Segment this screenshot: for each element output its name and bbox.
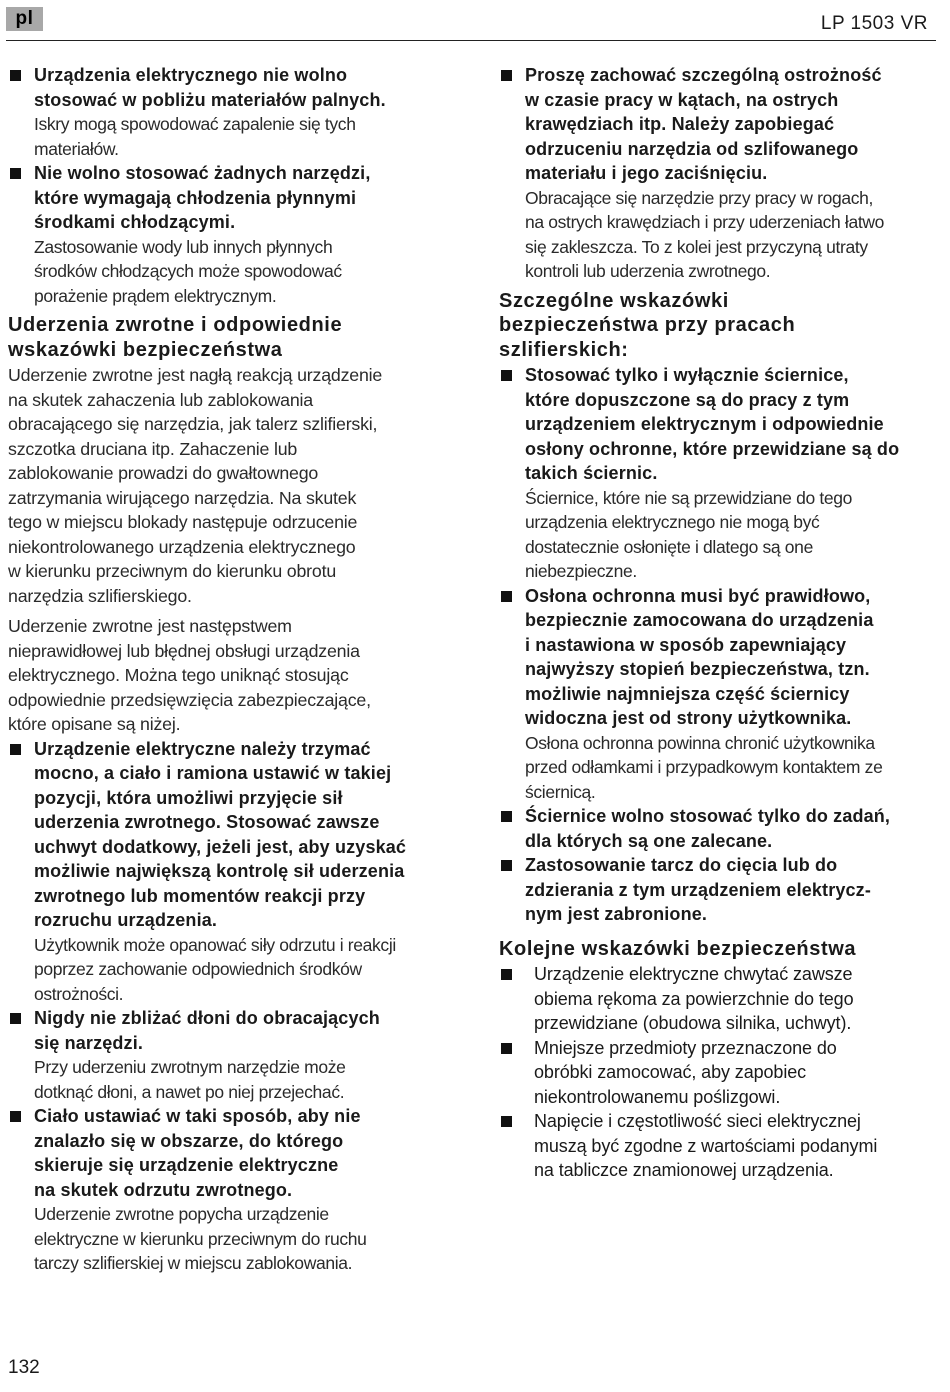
- text-line: Uderzenie zwrotne jest nagłą reakcją urządzenie: [8, 365, 383, 385]
- text-line: Proszę zachować szczególną ostrożność: [525, 65, 882, 85]
- item-bold-text: [34, 737, 440, 933]
- text-line: szlifierskich:: [499, 338, 629, 361]
- square-bullet-icon: [501, 811, 512, 822]
- item-explanation: [34, 933, 440, 1007]
- paragraph: [8, 363, 440, 608]
- header-divider: [6, 40, 936, 41]
- item-text: [534, 1109, 931, 1183]
- text-line: niekontrolowanego urządzenia elektrycznego: [8, 536, 356, 557]
- text-line: obróbki zamocować, aby zapobiec: [534, 1062, 807, 1082]
- text-line: znalazło się w obszarze, do którego: [34, 1130, 344, 1151]
- text-line: Zastosowanie wody lub innych płynnych: [34, 236, 333, 257]
- text-line: elektrycznego. Można tego uniknąć stosując: [8, 665, 349, 685]
- item-bold-text: [34, 161, 440, 235]
- text-line: materiałów.: [34, 138, 119, 159]
- square-bullet-icon: [10, 168, 21, 179]
- text-line: dla których są one zalecane.: [525, 830, 773, 851]
- text-line: Stosować tylko i wyłącznie ściernice,: [525, 365, 849, 385]
- text-line: Nigdy nie zbliżać dłoni do obracających: [34, 1008, 380, 1028]
- text-line: w czasie pracy w kątach, na ostrych: [525, 89, 839, 110]
- safety-item: [8, 1006, 440, 1104]
- text-line: na ostrych krawędziach i przy uderzeniach łatwo: [525, 212, 885, 232]
- safety-item: [499, 853, 931, 927]
- item-explanation: [34, 112, 440, 161]
- text-line: Ściernice, które nie są przewidziane do tego: [525, 487, 853, 508]
- text-line: Urządzenie elektryczne należy trzymać: [34, 738, 371, 759]
- item-bold-text: [525, 63, 931, 186]
- item-explanation: [525, 731, 931, 805]
- square-bullet-icon: [501, 1043, 512, 1054]
- text-line: widoczna jest od strony użytkownika.: [525, 708, 852, 728]
- text-line: obiema rękoma za powierzchnie do tego: [534, 988, 854, 1009]
- text-line: skieruje się urządzenie elektryczne: [34, 1155, 339, 1175]
- text-line: w kierunku przeciwnym do kierunku obrotu: [8, 561, 337, 581]
- text-line: wskazówki bezpieczeństwa: [8, 338, 283, 361]
- square-bullet-icon: [501, 370, 512, 381]
- safety-item: [499, 63, 931, 284]
- item-bold-text: [34, 1104, 440, 1202]
- text-line: takich ściernic.: [525, 463, 658, 483]
- text-line: Ściernice wolno stosować tylko do zadań,: [525, 806, 891, 826]
- text-line: dotknąć dłoni, a nawet po niej przejechać.: [34, 1081, 345, 1102]
- safety-item: [8, 737, 440, 1007]
- text-line: stosować w pobliżu materiałów palnych.: [34, 89, 386, 110]
- safety-item: [499, 584, 931, 805]
- text-line: tarczy szlifierskiej w miejscu zablokowania.: [34, 1253, 353, 1273]
- safety-item: [8, 1104, 440, 1276]
- text-line: Urządzenie elektryczne chwytać zawsze: [534, 964, 853, 984]
- text-line: rozruchu urządzenia.: [34, 910, 218, 930]
- text-line: narzędzia szlifierskiego.: [8, 585, 192, 606]
- item-text: [534, 1036, 931, 1110]
- section-heading: [499, 289, 931, 363]
- text-line: niekontrolowanemu poślizgowi.: [534, 1086, 781, 1107]
- text-line: zdzierania z tym urządzeniem elektrycz-: [525, 879, 871, 900]
- square-bullet-icon: [10, 70, 21, 81]
- right-column: [499, 63, 931, 1183]
- text-line: na skutek odrzutu zwrotnego.: [34, 1179, 293, 1200]
- item-bold-text: [525, 804, 931, 853]
- text-line: zablokowanie prowadzi do gwałtownego: [8, 463, 319, 483]
- text-line: Nie wolno stosować żadnych narzędzi,: [34, 163, 371, 183]
- text-line: materiału i jego zaciśnięciu.: [525, 163, 768, 183]
- text-line: Kolejne wskazówki bezpieczeństwa: [499, 937, 857, 960]
- text-line: Szczególne wskazówki: [499, 289, 729, 312]
- text-line: które dopuszczone są do pracy z tym: [525, 389, 850, 410]
- text-line: Iskry mogą spowodować zapalenie się tych: [34, 114, 356, 134]
- item-explanation: [525, 486, 931, 584]
- left-column: [8, 63, 440, 1276]
- item-explanation: [34, 1055, 440, 1104]
- text-line: Obracające się narzędzie przy pracy w rogach,: [525, 187, 874, 208]
- text-line: Urządzenia elektrycznego nie wolno: [34, 65, 348, 85]
- text-line: osłony ochronne, które przewidziane są do: [525, 438, 900, 459]
- text-line: możliwie największą kontrolę sił uderzenia: [34, 861, 405, 881]
- square-bullet-icon: [10, 1013, 21, 1024]
- text-line: Osłona ochronna musi być prawidłowo,: [525, 585, 871, 606]
- text-line: się narzędzi.: [34, 1032, 143, 1053]
- text-line: się zakleszcza. To z kolei jest przyczyną utraty: [525, 236, 868, 257]
- text-line: ściernicą.: [525, 781, 596, 802]
- item-text: [534, 962, 931, 1036]
- text-line: przewidziane (obudowa silnika, uchwyt).: [534, 1013, 852, 1033]
- text-line: na tabliczce znamionowej urządzenia.: [534, 1160, 834, 1180]
- item-bold-text: [34, 63, 440, 112]
- paragraph: [8, 614, 440, 737]
- text-line: Uderzenie zwrotne jest następstwem: [8, 616, 292, 636]
- square-bullet-icon: [10, 1111, 21, 1122]
- text-line: bezpiecznie zamocowana do urządzenia: [525, 610, 874, 630]
- text-line: tego w miejscu blokady następuje odrzucenie: [8, 512, 358, 532]
- text-line: muszą być zgodne z wartościami podanymi: [534, 1135, 878, 1156]
- text-line: zwrotnego lub momentów reakcji przy: [34, 885, 366, 906]
- section-heading: [499, 937, 931, 962]
- text-line: uderzenia zwrotnego. Stosować zawsze: [34, 812, 380, 832]
- text-line: środków chłodzących może spowodować: [34, 261, 342, 281]
- text-line: porażenie prądem elektrycznym.: [34, 285, 277, 306]
- text-line: Osłona ochronna powinna chronić użytkownika: [525, 732, 875, 753]
- text-line: Mniejsze przedmioty przeznaczone do: [534, 1037, 837, 1058]
- text-line: odrzuceniu narzędzia od szlifowanego: [525, 138, 859, 159]
- text-line: kontroli lub uderzenia zwrotnego.: [525, 261, 771, 281]
- safety-item: [8, 63, 440, 161]
- text-line: dostatecznie osłonięte i dlatego są one: [525, 536, 813, 557]
- text-line: na skutek zahaczenia lub zablokowania: [8, 389, 313, 410]
- text-line: Uderzenie zwrotne popycha urządzenie: [34, 1204, 329, 1224]
- item-bold-text: [34, 1006, 440, 1055]
- safety-item: [8, 161, 440, 308]
- text-line: Uderzenia zwrotne i odpowiednie: [8, 314, 343, 336]
- text-line: które opisane są niżej.: [8, 714, 181, 734]
- square-bullet-icon: [10, 744, 21, 755]
- text-line: urządzenia elektrycznego nie mogą być: [525, 512, 820, 532]
- text-line: Ciało ustawiać w taki sposób, aby nie: [34, 1106, 361, 1126]
- safety-item: [499, 804, 931, 853]
- text-line: zatrzymania wirującego narzędzia. Na skutek: [8, 487, 357, 508]
- text-line: które wymagają chłodzenia płynnymi: [34, 187, 357, 208]
- text-line: Użytkownik może opanować siły odrzutu i reakcji: [34, 934, 396, 955]
- text-line: nieprawidłowej lub błędnej obsługi urządzenia: [8, 640, 360, 661]
- page-number: 132: [8, 1357, 40, 1378]
- item-explanation: [34, 235, 440, 309]
- square-bullet-icon: [501, 969, 512, 980]
- safety-item: [499, 1109, 931, 1183]
- text-line: krawędziach itp. Należy zapobiegać: [525, 114, 835, 134]
- safety-item: [499, 1036, 931, 1110]
- item-explanation: [525, 186, 931, 284]
- safety-item: [499, 962, 931, 1036]
- item-bold-text: [525, 584, 931, 731]
- text-line: szczotka druciana itp. Zahaczenie lub: [8, 438, 298, 459]
- section-heading: [8, 313, 440, 362]
- language-badge: pl: [6, 7, 43, 31]
- text-line: Przy uderzeniu zwrotnym narzędzie może: [34, 1057, 346, 1077]
- text-line: uchwyt dodatkowy, jeżeli jest, aby uzyskać: [34, 836, 407, 857]
- text-line: obracającego się narzędzia, jak talerz szlifierski,: [8, 414, 378, 434]
- text-line: niebezpieczne.: [525, 561, 637, 581]
- text-line: przed odłamkami i przypadkowym kontaktem ze: [525, 757, 883, 777]
- item-bold-text: [525, 363, 931, 486]
- text-line: mocno, a ciało i ramiona ustawić w takiej: [34, 763, 392, 783]
- square-bullet-icon: [501, 1116, 512, 1127]
- text-line: poprzez zachowanie odpowiednich środków: [34, 959, 362, 979]
- text-line: i nastawiona w sposób zapewniający: [525, 634, 847, 655]
- text-line: środkami chłodzącymi.: [34, 212, 236, 232]
- item-explanation: [34, 1202, 440, 1276]
- text-line: najwyższy stopień bezpieczeństwa, tzn.: [525, 659, 870, 679]
- text-line: bezpieczeństwa przy pracach: [499, 314, 796, 336]
- text-line: nym jest zabronione.: [525, 904, 708, 924]
- text-line: urządzeniem elektrycznym i odpowiednie: [525, 414, 884, 434]
- text-line: Napięcie i częstotliwość sieci elektrycznej: [534, 1111, 861, 1131]
- text-line: elektryczne w kierunku przeciwnym do ruchu: [34, 1228, 367, 1249]
- text-line: Zastosowanie tarcz do cięcia lub do: [525, 855, 838, 875]
- square-bullet-icon: [501, 860, 512, 871]
- safety-item: [499, 363, 931, 584]
- square-bullet-icon: [501, 70, 512, 81]
- text-line: możliwie najmniejsza część ściernicy: [525, 683, 850, 704]
- text-line: ostrożności.: [34, 983, 124, 1004]
- square-bullet-icon: [501, 591, 512, 602]
- model-name: LP 1503 VR: [820, 13, 928, 34]
- text-line: pozycji, która umożliwi przyjęcie sił: [34, 787, 343, 808]
- text-line: odpowiednie przedsięwzięcia zabezpieczające,: [8, 689, 371, 710]
- item-bold-text: [525, 853, 931, 927]
